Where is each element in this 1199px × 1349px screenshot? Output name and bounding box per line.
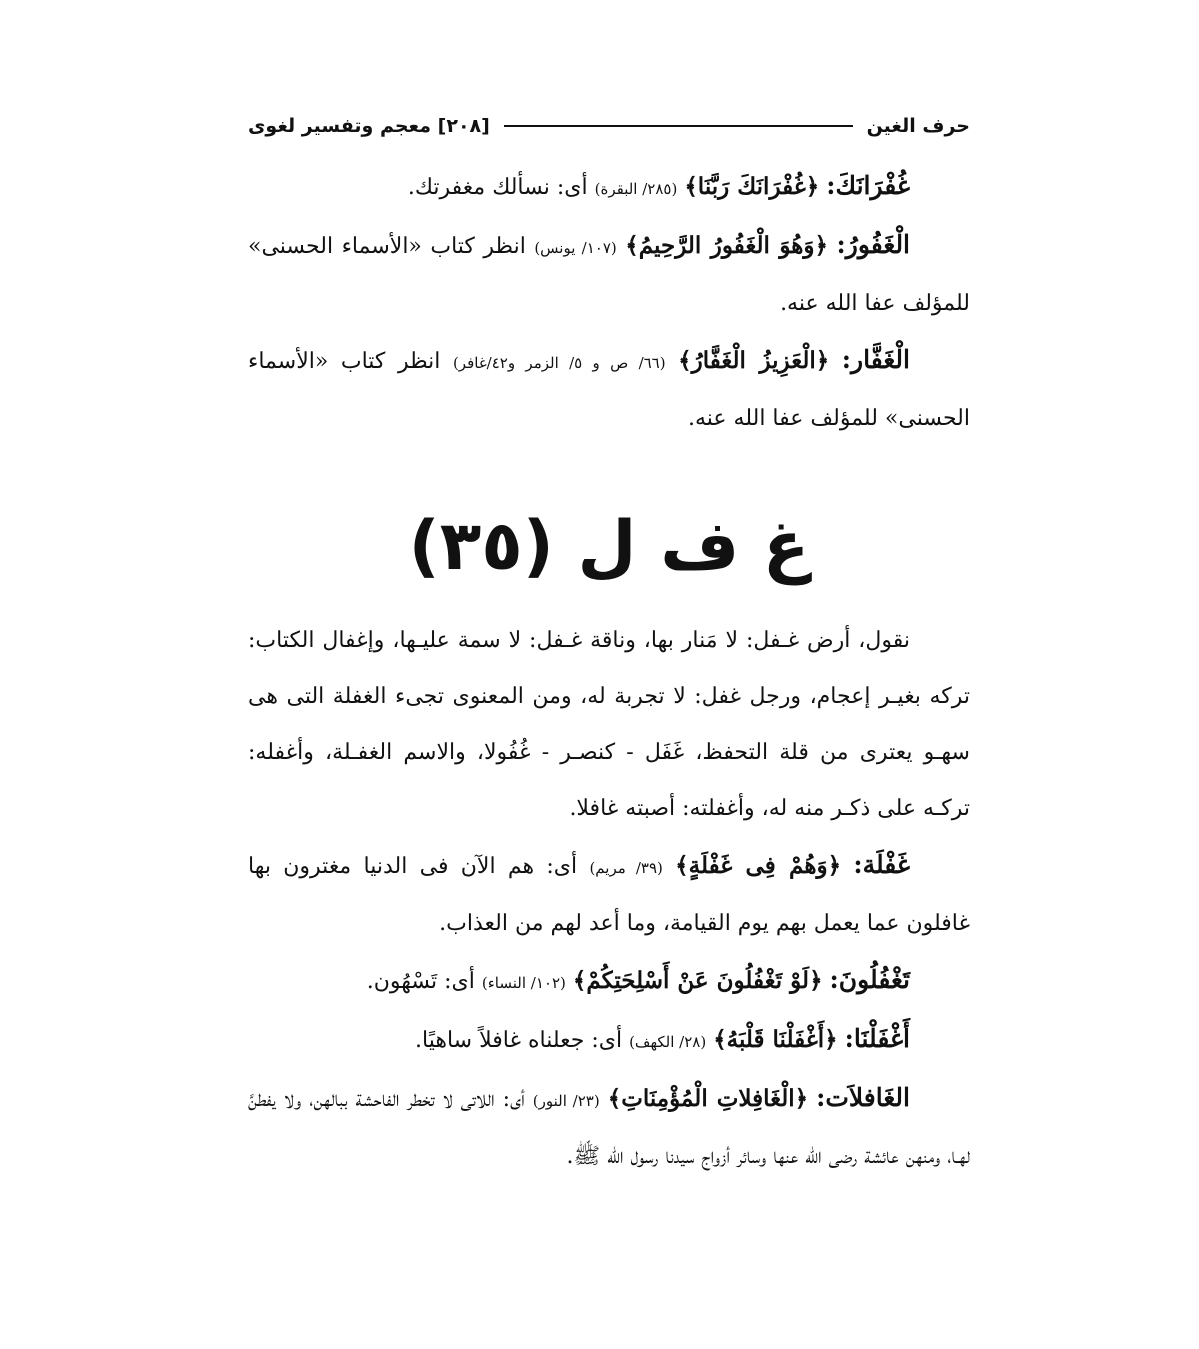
entry-verse: ﴿الْغَافِلاتِ الْمُؤْمِنَاتِ﴾: [607, 1085, 809, 1112]
entry-term: أَغْفَلْنَا:: [844, 1024, 910, 1053]
entry-verse: ﴿غُفْرَانَكَ رَبَّنَا﴾: [684, 173, 820, 200]
page-number: [٢٠٨]: [437, 115, 490, 137]
entry-text: أى: تَسْهُون.: [366, 969, 475, 994]
running-header: [248, 108, 970, 144]
entry-term: غُفْرَانَكَ:: [826, 171, 910, 200]
entry-text: انظر كتاب «الأسماء الحسنى» للمؤلف عفا الله عنه.: [248, 349, 970, 431]
entry-ref: (٢٨/ الكهف): [629, 1033, 707, 1051]
intro-paragraph: نقول، أرض غـفل: لا مَنار بها، وناقة غـفل: لا سمة عليـها، وإغفال الكتاب: تركه بغيـر إعجام، ورجل غفل: لا تجربة له، ومن المعنوى تجىء الغفلة التى هى سهـو يعترى من قلة التحفظ، غَفَل - كنصـر - غُفُولا، والاسم الغفـلة، وأغفله: تركـه على ذكـر منه له، وأغفلته: أصبته غافلا.: [248, 628, 970, 821]
entry-verse: ﴿وَهُمْ فِى غَفْلَةٍ﴾: [675, 852, 842, 879]
entry-ref: (١٠٧/ يونس): [534, 239, 617, 257]
entry-verse: ﴿أَغْفَلْنَا قَلْبَهُ﴾: [713, 1026, 838, 1053]
entry-aghfalna: [248, 1011, 970, 1070]
entry-verse: ﴿وَهُوَ الْغَفُورُ الرَّحِيمُ﴾: [625, 232, 829, 259]
entry-term: تَغْفُلُونَ:: [829, 965, 910, 994]
entry-ref: (٢٣/ النور): [532, 1092, 600, 1110]
entry-alghafilat: [248, 1070, 970, 1185]
entry-verse: ﴿الْعَزِيزُ الْغَفَّارُ﴾: [678, 347, 830, 374]
entry-ref: (٦٦/ ص و ٥/ الزمر و٤٢/غافر): [452, 354, 666, 372]
entry-ghufranaka: [248, 158, 970, 217]
entry-term: الغَافلاَت:: [816, 1083, 910, 1112]
entry-alghaffar: [248, 332, 970, 447]
entry-ghafla: [248, 837, 970, 952]
entry-ref: (١٠٢/ النساء): [481, 974, 566, 992]
root-heading: غ ف ل (٣٥): [408, 507, 810, 586]
entry-verse: ﴿لَوْ تَغْفُلُونَ عَنْ أَسْلِحَتِكُمْ﴾: [572, 967, 823, 994]
entry-taghfulun: [248, 952, 970, 1011]
entry-term: الْغَفَّار:: [841, 345, 910, 374]
entry-ref: (٢٨٥/ البقرة): [594, 180, 678, 198]
entry-term: الْغَفُورُ:: [836, 230, 911, 259]
entry-ref: (٣٩/ مريم): [589, 859, 663, 877]
entry-text: أى: جعلناه غافلاً ساهيًا.: [415, 1028, 623, 1053]
entry-text: انظر كتاب «الأسماء الحسنى» للمؤلف عفا الله عنه.: [248, 234, 970, 316]
entry-alghafur: [248, 217, 970, 332]
book-title: معجم وتفسير لغوى: [248, 115, 432, 137]
header-rule: [504, 125, 853, 127]
entry-text: أى: اللاتى لا تخطر الفاحشة ببالهن، ولا يفطنَّ لهـا، ومنهن عائشة رضى الله عنها وسائر أزواج سيدنا رسول الله ﷺ.: [248, 1087, 970, 1169]
entry-term: غَفْلَة:: [853, 850, 910, 879]
section-name: حرف الغين: [866, 115, 970, 137]
entry-text: أى: نسألك مغفرتك.: [407, 175, 588, 200]
entry-text: أى: هم الآن فى الدنيا مغترون بها غافلون عما يعمل بهم يوم القيامة، وما أعد لهم من العذاب.: [248, 854, 970, 936]
page-header-title: [248, 115, 490, 137]
page-body: [248, 108, 970, 1185]
